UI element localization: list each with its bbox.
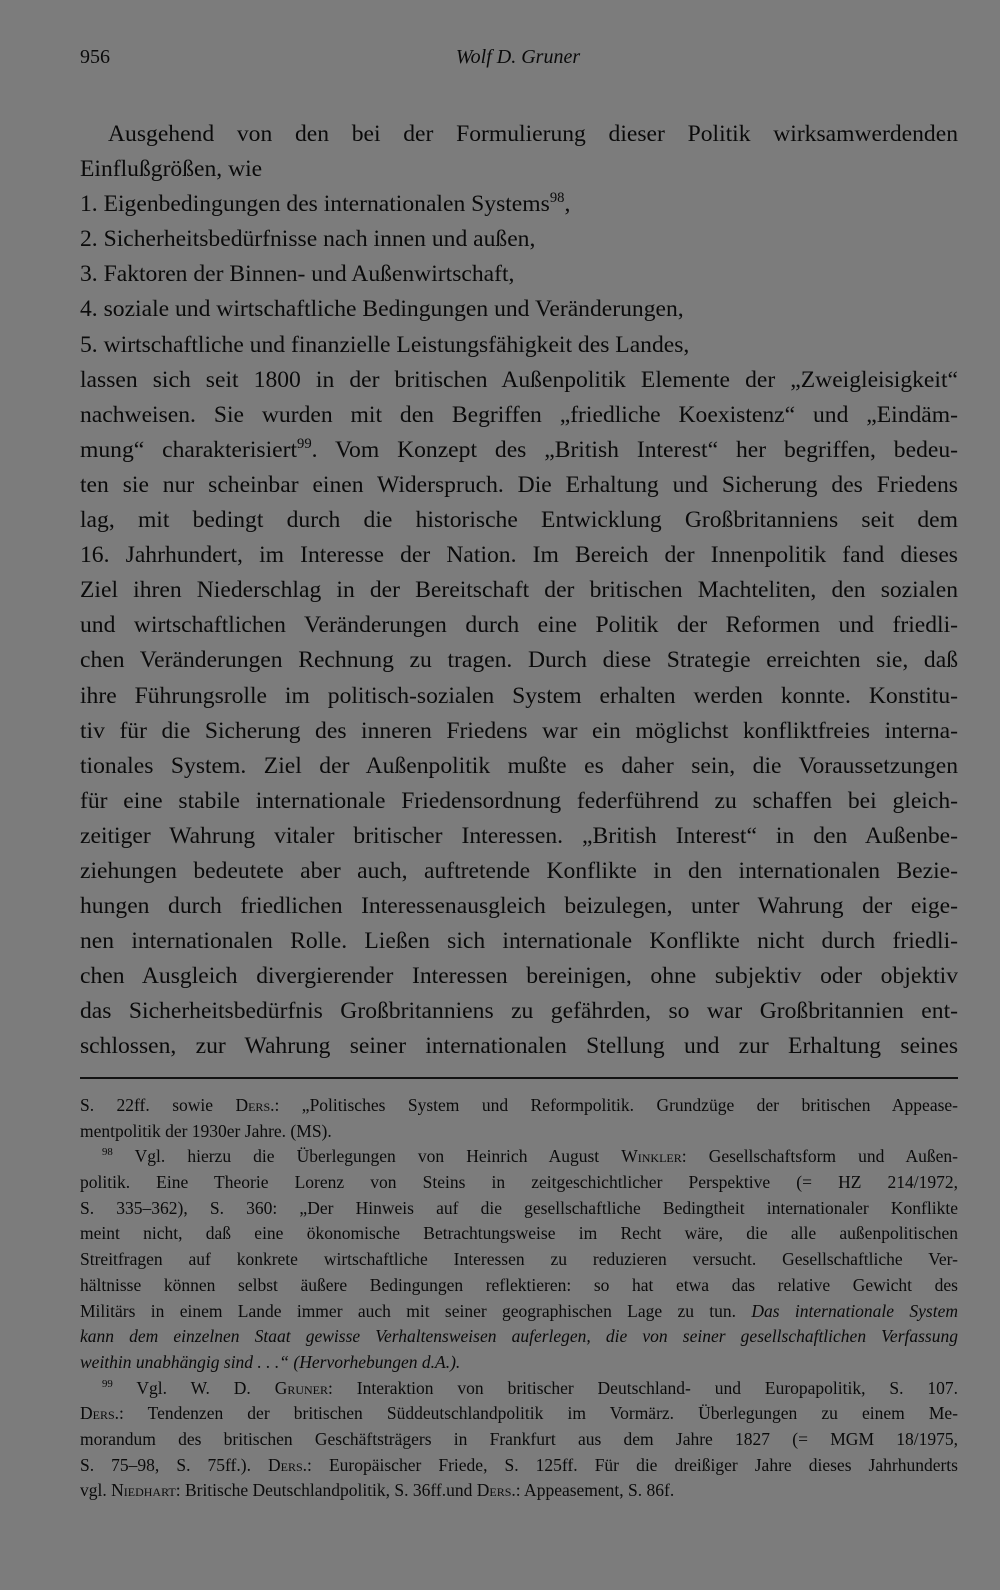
text-line: 16. Jahrhundert, im Interesse der Nation. Im Bereich der Innenpolitik fand dieses xyxy=(80,542,958,569)
text-line: Ziel ihren Niederschlag in der Bereitschaft der britischen Machteliten, den sozialen xyxy=(80,577,958,604)
footnote-line: S. 75–98, S. 75ff.). Ders.: Europäischer Friede, S. 125ff. Für die dreißiger Jahre dieses Jahrhunderts xyxy=(80,1454,958,1475)
text-line: 2. Sicherheitsbedürfnisse nach innen und außen, xyxy=(80,226,536,253)
text-line: Einflußgrößen, wie xyxy=(80,156,263,183)
text-line: 3. Faktoren der Binnen- und Außenwirtschaft, xyxy=(80,261,515,288)
page-header xyxy=(80,46,956,76)
text-line: ihre Führungsrolle im politisch-sozialen System erhalten werden konnte. Konstitu- xyxy=(80,682,958,709)
footnote-number: 99 xyxy=(102,1377,113,1390)
text-line: und wirtschaftlichen Veränderungen durch eine Politik der Reformen und friedli- xyxy=(80,612,958,639)
footnote-98: $^{98}$ Vgl. hierzu die Überlegungen von Heinrich August Winkler: Gesellschaftsform und Außen- xyxy=(102,1146,958,1167)
footnote-line: S. 22ff. sowie Ders.: „Politisches System und Reformpolitik. Grundzüge der britischen Appease- xyxy=(80,1095,958,1115)
text-line: mung“ charakterisiert$^{99}$. Vom Konzept des „British Interest“ her begriffen, bedeu- xyxy=(80,435,958,463)
page-number: 956 xyxy=(80,46,110,68)
text-line: das Sicherheitsbedürfnis Großbritanniens zu gefährden, so war Großbritannien ent- xyxy=(80,998,958,1025)
footnote-line: hältnisse können selbst äußere Bedingungen reflektieren: so hat etwa das relative Gewicht des xyxy=(80,1274,958,1295)
text-line: nachweisen. Sie wurden mit den Begriffen „friedliche Koexistenz“ und „Eindäm- xyxy=(80,401,958,428)
text-line: hungen durch friedlichen Interessenausgleich beizulegen, unter Wahrung der eige- xyxy=(80,893,958,920)
text-line: tionales System. Ziel der Außenpolitik mußte es daher sein, die Voraussetzungen xyxy=(80,752,958,779)
footnote-line: S. 335–362), S. 360: „Der Hinweis auf die gesellschaftliche Bedingtheit internationaler Konflikte xyxy=(80,1197,958,1218)
footnote-line: Ders.: Tendenzen der britischen Süddeutschlandpolitik im Vormärz. Überlegungen zu einem Me- xyxy=(80,1403,958,1424)
running-head: Wolf D. Gruner xyxy=(455,46,581,68)
text-line: nen internationalen Rolle. Ließen sich internationale Konflikte nicht durch friedli- xyxy=(80,928,958,955)
footnote-line: weithin unabhängig sind . . .“ (Hervorhebungen d.A.). xyxy=(80,1351,461,1372)
text-line: Ausgehend von den bei der Formulierung dieser Politik wirksamwerdenden xyxy=(108,121,958,147)
text-line: 1. Eigenbedingungen des internationalen Systems$^{98}$, xyxy=(80,190,571,218)
text-line: für eine stabile internationale Friedensordnung federführend zu schaffen bei gleich- xyxy=(80,787,958,814)
text-line: zeitiger Wahrung vitaler britischer Interessen. „British Interest“ in den Außenbe- xyxy=(80,822,958,849)
footnote-line: mentpolitik der 1930er Jahre. (MS). xyxy=(80,1120,332,1141)
text-line: schlossen, zur Wahrung seiner internationalen Stellung und zur Erhaltung seines xyxy=(80,1033,958,1060)
footnotes xyxy=(80,1093,958,1504)
footnote-line: kann dem einzelnen Staat gewisse Verhaltensweisen auferlegen, die von seiner gesellschaftlichen Verfassung xyxy=(80,1326,958,1347)
footnote-number: 98 xyxy=(102,1146,113,1159)
text-line: ziehungen bedeutete aber auch, auftretende Konflikte in den internationalen Bezie- xyxy=(80,857,958,884)
text-line: chen Ausgleich divergierender Interessen bereinigen, ohne subjektiv oder objektiv xyxy=(80,963,958,990)
footnote-line: politik. Eine Theorie Lorenz von Steins in zeitgeschichtlicher Perspektive (= HZ 214/1972, xyxy=(80,1172,958,1193)
text-line: 5. wirtschaftliche und finanzielle Leistungsfähigkeit des Landes, xyxy=(80,331,690,358)
text-line: tiv für die Sicherung des inneren Friedens war ein möglichst konfliktfreies interna- xyxy=(80,717,958,744)
footnote-99: $^{99}$ Vgl. W. D. Gruner: Interaktion von britischer Deutschland- und Europapolitik, S. 107. xyxy=(102,1377,958,1398)
footnote-line: Militärs in einem Lande immer auch mit seiner geographischen Lage zu tun. Das internationale System xyxy=(80,1300,958,1321)
footnote-line: morandum des britischen Geschäftsträgers in Frankfurt aus dem Jahre 1827 (= MGM 18/1975, xyxy=(80,1428,958,1449)
footnote-line: Streitfragen auf konkrete wirtschaftliche Interessen zu reduzieren versucht. Gesellschaftliche Ver- xyxy=(80,1249,958,1270)
text-line: lassen sich seit 1800 in der britischen Außenpolitik Elemente der „Zweigleisigkeit“ xyxy=(80,366,958,393)
footnote-ref-98[interactable]: 98 xyxy=(549,190,565,207)
footnote-line: meint nicht, daß eine ökonomische Betrachtungsweise im Recht wäre, die alle außenpolitischen xyxy=(80,1223,958,1244)
text-line: 4. soziale und wirtschaftliche Bedingungen und Veränderungen, xyxy=(80,296,684,323)
body-text xyxy=(80,117,958,1065)
footnote-divider xyxy=(80,1077,958,1079)
footnote-line: vgl. Niedhart: Britische Deutschlandpolitik, S. 36ff.und Ders.: Appeasement, S. 86f. xyxy=(80,1480,675,1501)
footnote-ref-99[interactable]: 99 xyxy=(297,435,312,452)
text-line: lag, mit bedingt durch die historische Entwicklung Großbritanniens seit dem xyxy=(80,507,958,534)
text-line: chen Veränderungen Rechnung zu tragen. Durch diese Strategie erreichten sie, daß xyxy=(80,647,958,674)
text-line: ten sie nur scheinbar einen Widerspruch. Die Erhaltung und Sicherung des Friedens xyxy=(80,471,958,498)
